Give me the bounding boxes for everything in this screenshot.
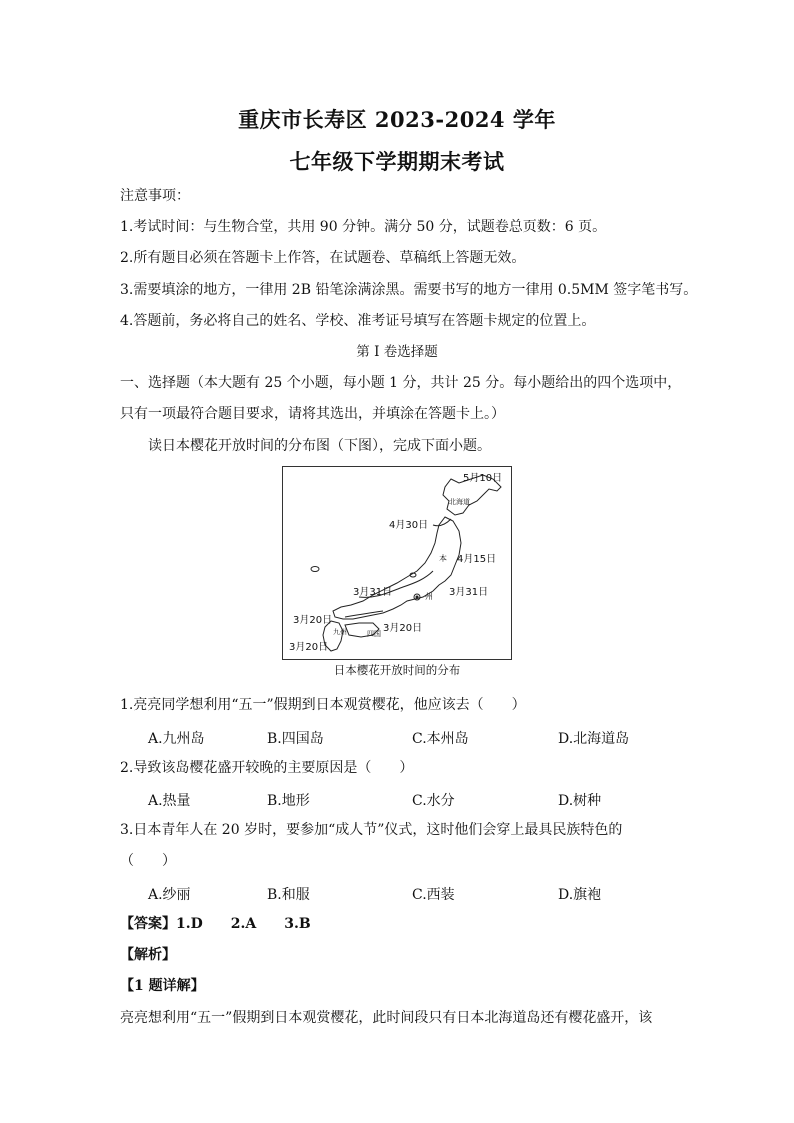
part1-line2: 只有一项最符合题目要求，请将其选出，并填涂在答题卡上。） bbox=[120, 406, 505, 422]
label-hokkaido: 北海道 bbox=[449, 498, 470, 506]
label-mar20-a: 3月20日 bbox=[293, 615, 333, 626]
question-1-stem: 1.亮亮同学想利用“五一”假期到日本观赏樱花，他应该去（ ） bbox=[120, 697, 526, 713]
section-title: 第 I 卷选择题 bbox=[356, 344, 438, 360]
map-caption: 日本樱花开放时间的分布 bbox=[333, 663, 461, 677]
part1-line1: 一、选择题（本大题有 25 个小题，每小题 1 分，共计 25 分。每小题给出的四个选项中， bbox=[120, 375, 682, 391]
label-honshu-ben: 本 bbox=[439, 554, 447, 563]
notes-heading: 注意事项： bbox=[120, 188, 190, 204]
label-apr30: 4月30日 bbox=[389, 520, 429, 531]
question-1-option-a: A.九州岛 bbox=[148, 731, 205, 747]
label-mar31-east: 3月31日 bbox=[449, 587, 489, 598]
notes-item-1: 1.考试时间：与生物合堂，共用 90 分钟。满分 50 分，试题卷总页数：6 页。 bbox=[120, 219, 607, 235]
question-1-option-b: B.四国岛 bbox=[267, 731, 324, 747]
notes-item-2: 2.所有题目必须在答题卡上作答，在试题卷、草稿纸上答题无效。 bbox=[120, 250, 526, 266]
question-2-option-d: D.树种 bbox=[558, 793, 602, 809]
part1-intro: 读日本樱花开放时间的分布图（下图），完成下面小题。 bbox=[148, 438, 491, 454]
label-shikoku: 四国 bbox=[367, 630, 381, 638]
question-3-stem-bracket: （ ） bbox=[120, 853, 176, 869]
question-2-stem: 2.导致该岛樱花盛开较晚的主要原因是（ ） bbox=[120, 760, 414, 776]
doc-title-line1: 重庆市长寿区 2023-2024 学年 bbox=[238, 107, 556, 132]
question-2-option-a: A.热量 bbox=[148, 793, 191, 809]
label-apr15: 4月15日 bbox=[457, 554, 497, 565]
question-3-option-c: C.西装 bbox=[412, 887, 455, 903]
notes-item-4: 4.答题前，务必将自己的姓名、学校、准考证号填写在答题卡规定的位置上。 bbox=[120, 313, 596, 329]
question-1-option-c: C.本州岛 bbox=[412, 731, 469, 747]
label-may10: 5月10日 bbox=[463, 473, 503, 484]
question-3-stem: 3.日本青年人在 20 岁时，要参加“成人节”仪式，这时他们会穿上最具民族特色的 bbox=[120, 822, 623, 838]
question-3-option-d: D.旗袍 bbox=[558, 887, 602, 903]
doc-title-line2: 七年级下学期期末考试 bbox=[289, 149, 505, 174]
label-mar20-b: 3月20日 bbox=[383, 623, 423, 634]
notes-item-3: 3.需要填涂的地方，一律用 2B 铅笔涂满涂黑。需要书写的地方一律用 0.5MM 签字笔书写。 bbox=[120, 282, 698, 298]
label-kyushu: 九州 bbox=[333, 628, 347, 636]
answer-line: 【答案】1.D 2.A 3.B bbox=[120, 916, 311, 932]
question-1-option-d: D.北海道岛 bbox=[558, 731, 630, 747]
question-2-option-b: B.地形 bbox=[267, 793, 310, 809]
analysis-heading: 【解析】 bbox=[120, 947, 176, 963]
question-3-option-a: A.纱丽 bbox=[148, 887, 191, 903]
label-honshu-zhou: 州 bbox=[425, 592, 433, 601]
detail-text: 亮亮想利用“五一”假期到日本观赏樱花，此时间段只有日本北海道岛还有樱花盛开，该 bbox=[120, 1010, 653, 1026]
isoline-apr30 bbox=[433, 519, 451, 526]
question-3-option-b: B.和服 bbox=[267, 887, 310, 903]
honshu-island-shape bbox=[333, 517, 461, 619]
japan-cherry-blossom-map bbox=[282, 466, 512, 660]
detail-heading: 【1 题详解】 bbox=[120, 978, 205, 994]
label-mar20-c: 3月20日 bbox=[289, 642, 329, 653]
label-mar31-west: 3月31日 bbox=[353, 587, 393, 598]
question-2-option-c: C.水分 bbox=[412, 793, 455, 809]
